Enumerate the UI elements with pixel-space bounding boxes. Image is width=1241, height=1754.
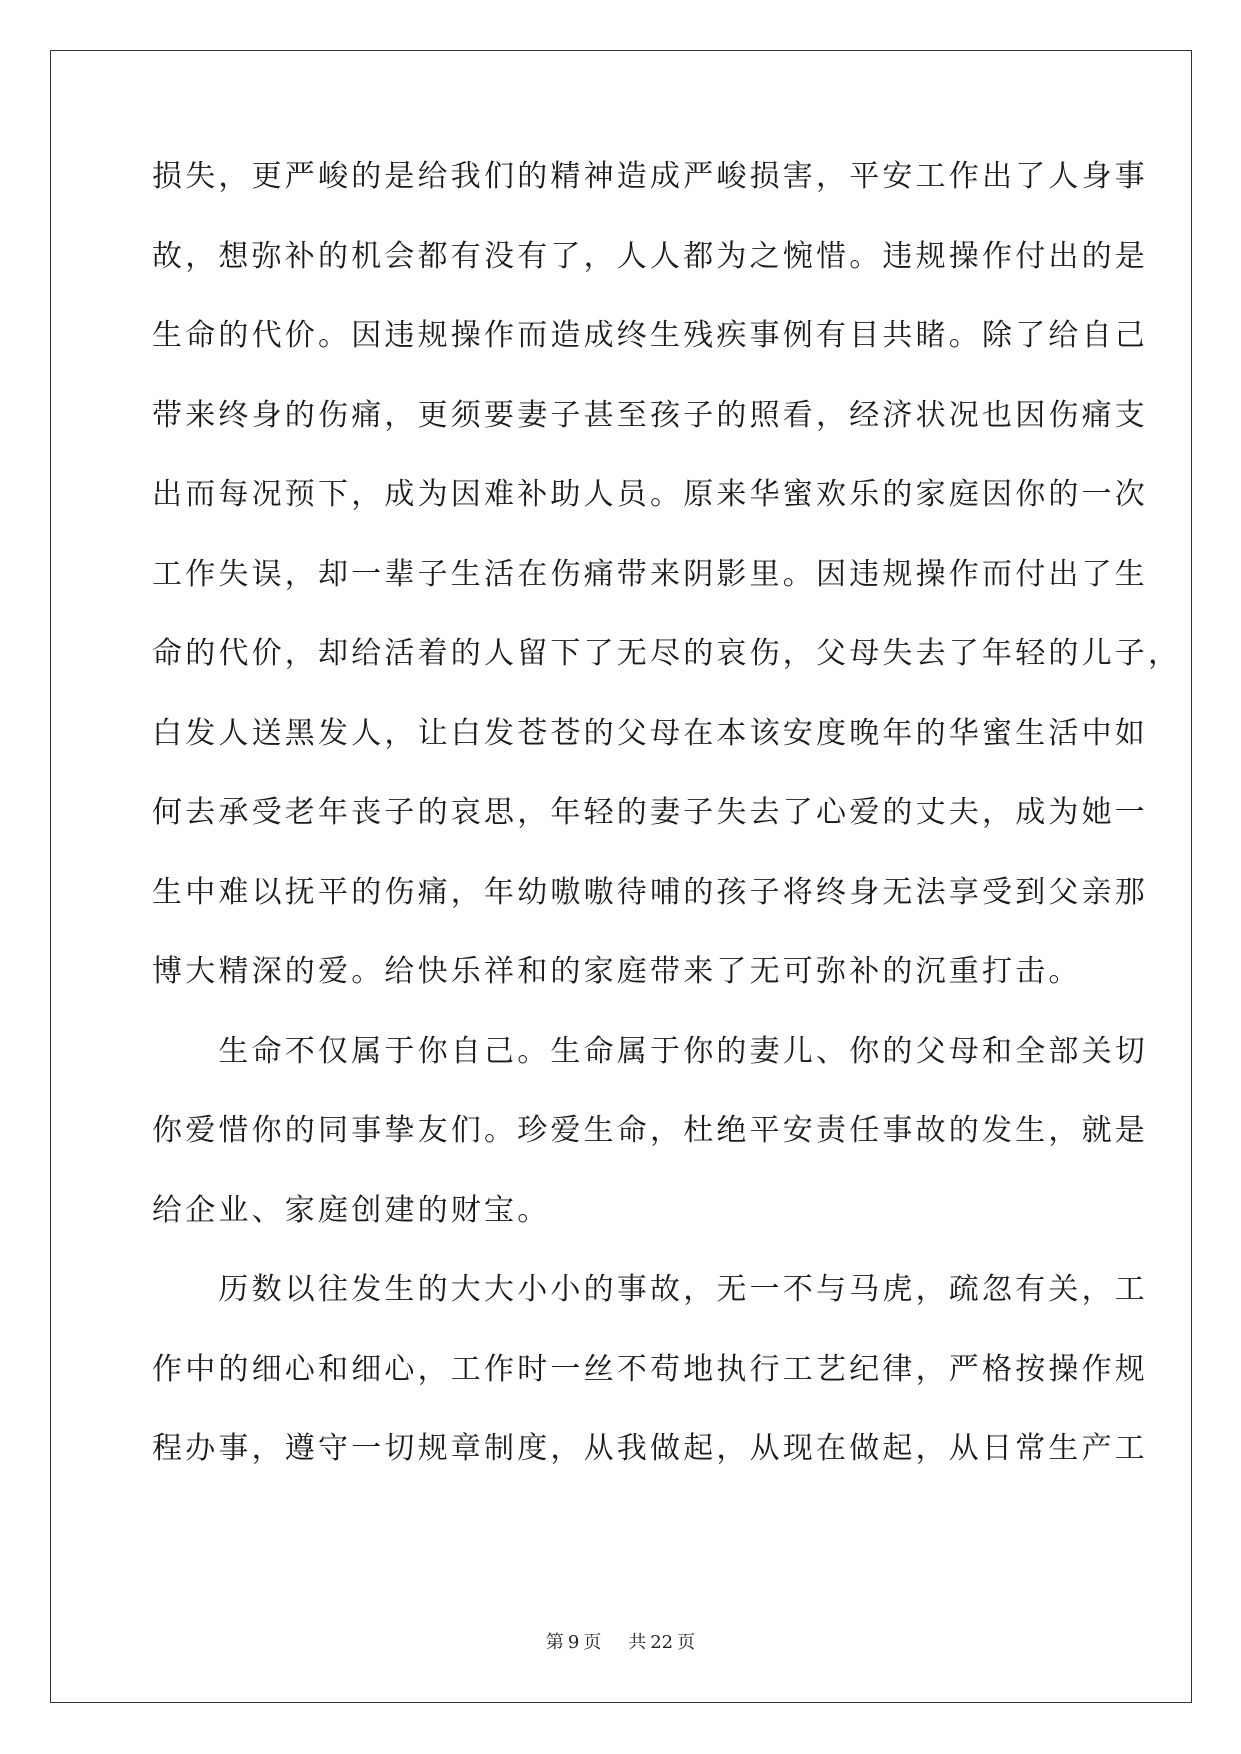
text-line: 程办事，遵守一切规章制度，从我做起，从现在做起，从日常生产工 [152,1431,1148,1466]
page-label-prefix: 第 [545,1632,564,1653]
text-line: 历数以往发生的大大小小的事故，无一不与马虎，疏忽有关，工 [152,1272,1148,1307]
total-label-prefix: 共 [628,1632,647,1653]
total-pages: 22 [650,1632,674,1653]
text-line: 损失，更严峻的是给我们的精神造成严峻损害，平安工作出了人身事 [152,159,1148,194]
text-line: 生命的代价。因违规操作而造成终生残疾事例有目共睹。除了给自己 [152,318,1148,353]
total-label-suffix: 页 [677,1632,696,1653]
text-line: 故，想弥补的机会都有没有了，人人都为之惋惜。违规操作付出的是 [152,238,1148,274]
text-line: 生命不仅属于你自己。生命属于你的妻儿、你的父母和全部关切 [152,1033,1148,1069]
text-line: 命的代价，却给活着的人留下了无尽的哀伤，父母失去了年轻的儿子， [152,636,1182,671]
page-label-suffix: 页 [583,1632,602,1653]
text-line: 带来终身的伤痛，更须要妻子甚至孩子的照看，经济状况也因伤痛支 [152,397,1148,433]
text-line: 白发人送黑发人，让白发苍苍的父母在本该安度晚年的华蜜生活中如 [152,715,1148,751]
text-line: 生中难以抚平的伤痛，年幼嗷嗷待哺的孩子将终身无法享受到父亲那 [152,874,1148,910]
text-line: 你爱惜你的同事挚友们。珍爱生命，杜绝平安责任事故的发生，就是 [152,1113,1148,1148]
text-line: 给企业、家庭创建的财宝。 [152,1192,551,1228]
text-line: 作中的细心和细心，工作时一丝不苟地执行工艺纪律，严格按操作规 [152,1351,1148,1387]
text-line: 工作失误，却一辈子生活在伤痛带来阴影里。因违规操作而付出了生 [152,556,1148,592]
page-footer [0,1628,1241,1654]
text-line: 博大精深的爱。给快乐祥和的家庭带来了无可弥补的沉重打击。 [152,954,1082,989]
page-number: 9 [567,1632,580,1653]
text-line: 出而每况预下，成为因难补助人员。原来华蜜欢乐的家庭因你的一次 [152,477,1148,512]
text-line: 何去承受老年丧子的哀思，年轻的妻子失去了心爱的丈夫，成为她一 [152,795,1148,830]
document-body [152,159,1182,1514]
